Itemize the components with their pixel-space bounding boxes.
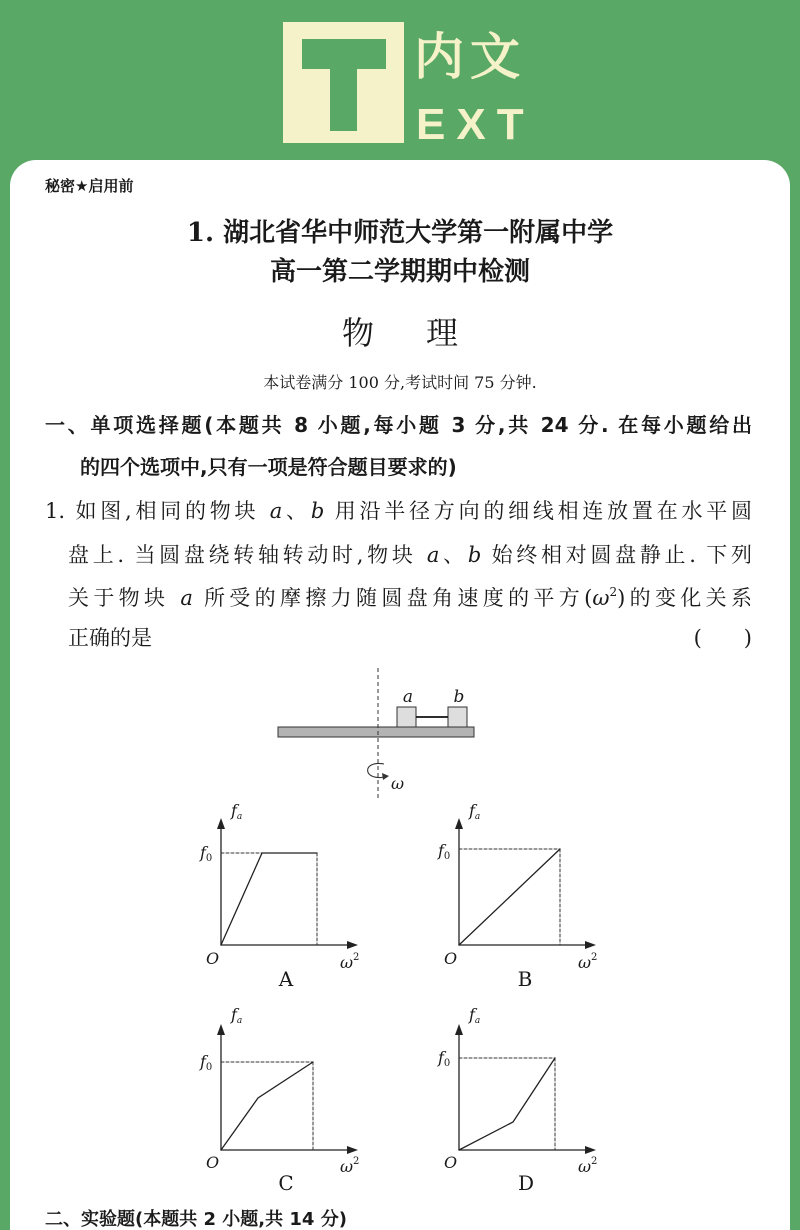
- y-sub: a: [474, 812, 481, 822]
- graph-c-curve: [221, 1062, 313, 1150]
- f0-sub: 0: [205, 853, 213, 864]
- f0-var: f: [438, 841, 444, 860]
- question-1-line-1: [45, 499, 752, 523]
- graph-a-x-arrowhead: [347, 941, 358, 949]
- answer-bracket[interactable]: ( ): [693, 626, 752, 650]
- secret-label: 秘密★启用前: [45, 177, 134, 195]
- graph-option-d: [437, 1005, 597, 1195]
- block-b-label: b: [453, 687, 465, 707]
- graph-d-option-label: D: [517, 1171, 535, 1195]
- graph-c-f0-label: [199, 1052, 212, 1073]
- subject-title: 物 理: [341, 314, 468, 352]
- question-text: 始终相对圆盘静止. 下列: [481, 543, 752, 567]
- symbol-a: a: [269, 499, 283, 523]
- logo-chinese-text: 内文: [414, 28, 526, 86]
- x-var: ω: [578, 953, 592, 972]
- f0-var: f: [438, 1048, 444, 1067]
- y-sub: a: [474, 1016, 481, 1026]
- f0-var: f: [200, 1052, 206, 1071]
- graph-d-f0-label: [437, 1048, 450, 1069]
- graph-b-x-label: [578, 952, 597, 972]
- superscript-2: 2: [609, 585, 618, 599]
- graph-d-y-arrowhead: [455, 1024, 463, 1035]
- graph-a-y-label: [230, 801, 242, 822]
- graph-a-option-label: A: [278, 967, 294, 991]
- graph-a-x-label: [340, 952, 359, 972]
- x-var: ω: [578, 1157, 592, 1176]
- y-var: f: [469, 1005, 475, 1024]
- question-text: 所受的摩擦力随圆盘角速度的平方(: [192, 586, 593, 610]
- graph-option-a: [199, 801, 359, 991]
- graph-b-y-label: [468, 801, 480, 822]
- block-a-label: a: [402, 687, 414, 707]
- graph-c-y-arrowhead: [217, 1024, 225, 1035]
- graph-a-f0-label: [199, 843, 212, 864]
- symbol-b: b: [467, 543, 482, 567]
- section-1-heading-line-1: 一、单项选择题(本题共 8 小题,每小题 3 分,共 24 分. 在每小题给出: [45, 413, 752, 437]
- question-1-line-3: [68, 586, 752, 610]
- exam-info: 本试卷满分 100 分,考试时间 75 分钟.: [263, 373, 537, 392]
- graph-c-y-label: [230, 1005, 242, 1026]
- question-text: 用沿半径方向的细线相连放置在水平圆: [324, 499, 753, 523]
- f0-sub: 0: [443, 1058, 451, 1069]
- question-text: 盘上. 当圆盘绕转轴转动时,物块: [68, 543, 427, 567]
- question-1-line-4: 正确的是: [68, 626, 152, 650]
- graph-a-y-arrowhead: [217, 818, 225, 829]
- logo-t-stem: [330, 69, 357, 131]
- graph-b-curve: [459, 849, 560, 945]
- f0-sub: 0: [205, 1062, 213, 1073]
- angular-velocity-label: ω: [391, 774, 405, 793]
- f0-var: f: [200, 843, 206, 862]
- section-1-heading-line-2: 的四个选项中,只有一项是符合题目要求的): [80, 455, 457, 479]
- graph-c-x-label: [340, 1156, 359, 1176]
- graph-b-f0-label: [437, 841, 450, 862]
- graph-c-x-arrowhead: [347, 1146, 358, 1154]
- block-a: [397, 707, 416, 727]
- x-var: ω: [340, 953, 354, 972]
- question-text: 关于物块: [68, 586, 181, 610]
- graph-d-y-label: [468, 1005, 480, 1026]
- y-var: f: [231, 1005, 237, 1024]
- graph-b-origin-label: O: [444, 949, 458, 968]
- rotation-arrowhead: [382, 773, 389, 780]
- question-text: 、: [439, 543, 468, 567]
- graph-b-option-label: B: [517, 967, 533, 991]
- disk-diagram: [278, 668, 474, 800]
- graph-c-origin-label: O: [206, 1153, 220, 1172]
- question-text: 、: [282, 499, 311, 523]
- logo-english-text: EXT: [416, 100, 535, 149]
- x-sup: 2: [353, 952, 360, 963]
- y-var: f: [231, 801, 237, 820]
- symbol-a: a: [426, 543, 440, 567]
- exam-page-card: [10, 160, 790, 1230]
- x-sup: 2: [591, 1156, 598, 1167]
- graph-d-curve: [459, 1058, 555, 1150]
- graph-d-x-label: [578, 1156, 597, 1176]
- graph-option-c: [199, 1005, 359, 1195]
- graph-a-origin-label: O: [206, 949, 220, 968]
- graph-d-origin-label: O: [444, 1153, 458, 1172]
- graph-a-curve: [221, 853, 317, 945]
- graph-option-b: [437, 801, 597, 991]
- graph-d-x-arrowhead: [585, 1146, 596, 1154]
- logo-t-bar: [302, 39, 386, 69]
- graph-b-y-arrowhead: [455, 818, 463, 829]
- figure-area: [10, 660, 790, 1200]
- f0-sub: 0: [443, 851, 451, 862]
- x-sup: 2: [591, 952, 598, 963]
- logo-t-block: [283, 22, 404, 143]
- question-text: 1. 如图,相同的物块: [45, 499, 270, 523]
- section-2-heading: 二、实验题(本题共 2 小题,共 14 分): [45, 1209, 347, 1230]
- symbol-omega: ω: [592, 586, 610, 610]
- block-b: [448, 707, 467, 727]
- exam-title-line-2: 高一第二学期期中检测: [269, 257, 530, 287]
- symbol-b: b: [310, 499, 325, 523]
- y-sub: a: [236, 1016, 243, 1026]
- x-var: ω: [340, 1157, 354, 1176]
- question-text: )的变化关系: [617, 586, 752, 610]
- symbol-a: a: [180, 586, 193, 610]
- x-sup: 2: [353, 1156, 360, 1167]
- question-1-line-2: [68, 543, 752, 567]
- turntable-plate: [278, 727, 474, 737]
- y-var: f: [469, 801, 475, 820]
- y-sub: a: [236, 812, 243, 822]
- graph-b-x-arrowhead: [585, 941, 596, 949]
- exam-title-line-1: 1. 湖北省华中师范大学第一附属中学: [186, 218, 614, 248]
- graph-c-option-label: C: [278, 1171, 294, 1195]
